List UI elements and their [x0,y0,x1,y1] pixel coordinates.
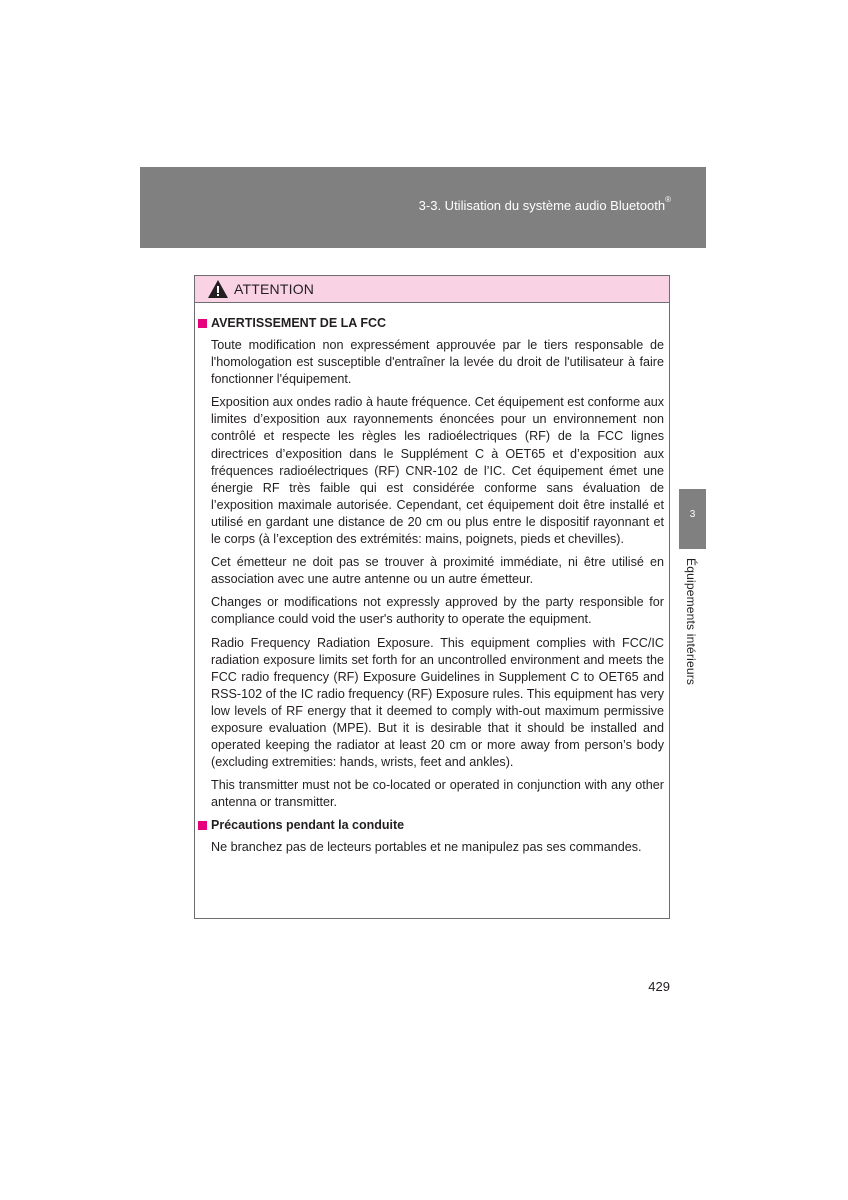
paragraph: Radio Frequency Radiation Exposure. This equipment complies with FCC/IC radiation exposure limits set forth for an uncontrolled environment and meets the FCC radio frequency (RF) Exposure Guidelines in Supplement C to OET65 and RSS-102 of the IC radio frequency (RF) Exposure rules. This equipment has very low levels of RF energy that it deemed to comply with-out maximum permissive exposure evaluation (MPE). But it is desirable that it should be installed and operated keeping the radiator at least 20 cm or more away from person’s body (excluding extremities: hands, wrists, feet and ankles). [211,635,664,770]
attention-header [195,276,669,303]
section-heading-fcc [198,315,664,332]
bullet-square-icon [198,319,207,328]
page-number: 429 [648,979,670,994]
section-heading-driving [198,817,664,834]
registered-mark: ® [665,195,671,204]
paragraph: Toute modification non expressément approuvée par le tiers responsable de l'homologation est susceptible d'entraîner la levée du droit de l'utilisateur à faire fonctionner l'équipement. [211,338,664,387]
warning-triangle-icon [207,279,229,299]
paragraph: Exposition aux ondes radio à haute fréquence. Cet équipement est conforme aux limites d’exposition aux rayonnements énoncées pour un environnement non contrôlé et respecte les règles les radioélectriques (RF) de la FCC lignes directrices d’exposition dans le Supplément C à OET65 et d’exposition aux fréquences radioélectriques (RF) CNR-102 de l’IC. Cet équipement émet une énergie RF très faible qui est considérée conforme sans évaluation de l’exposition maximale autorisée. Cependant, cet équipement doit être installé et utilisé en gardant une distance de 20 cm ou plus entre le dispositif rayonnant et le corps (à l’exception des extrémités: mains, poignets, pieds et chevilles). [211,395,664,547]
bullet-square-icon [198,821,207,830]
header-band [140,167,706,248]
chapter-tab[interactable] [679,489,706,549]
paragraph: Ne branchez pas de lecteurs portables et ne manipulez pas ses commandes. [211,840,642,855]
paragraph: Cet émetteur ne doit pas se trouver à proximité immédiate, ni être utilisé en association avec une autre antenne ou un autre émetteur. [211,555,664,587]
section-heading-text: Précautions pendant la conduite [211,818,405,833]
attention-body [195,303,669,857]
chapter-number: 3 [689,509,696,520]
section-heading-text: AVERTISSEMENT DE LA FCC [211,316,387,330]
section-title [418,195,671,213]
section-title-text: 3-3. Utilisation du système audio Bluetooth [418,198,666,213]
chapter-label: Équipements intérieurs [684,558,698,686]
attention-box [194,275,670,919]
paragraph: Changes or modifications not expressly approved by the party responsible for compliance could void the user's authority to operate the equipment. [211,595,664,627]
paragraph: This transmitter must not be co-located or operated in conjunction with any other antenna or transmitter. [211,778,664,810]
attention-label: ATTENTION [234,281,315,297]
